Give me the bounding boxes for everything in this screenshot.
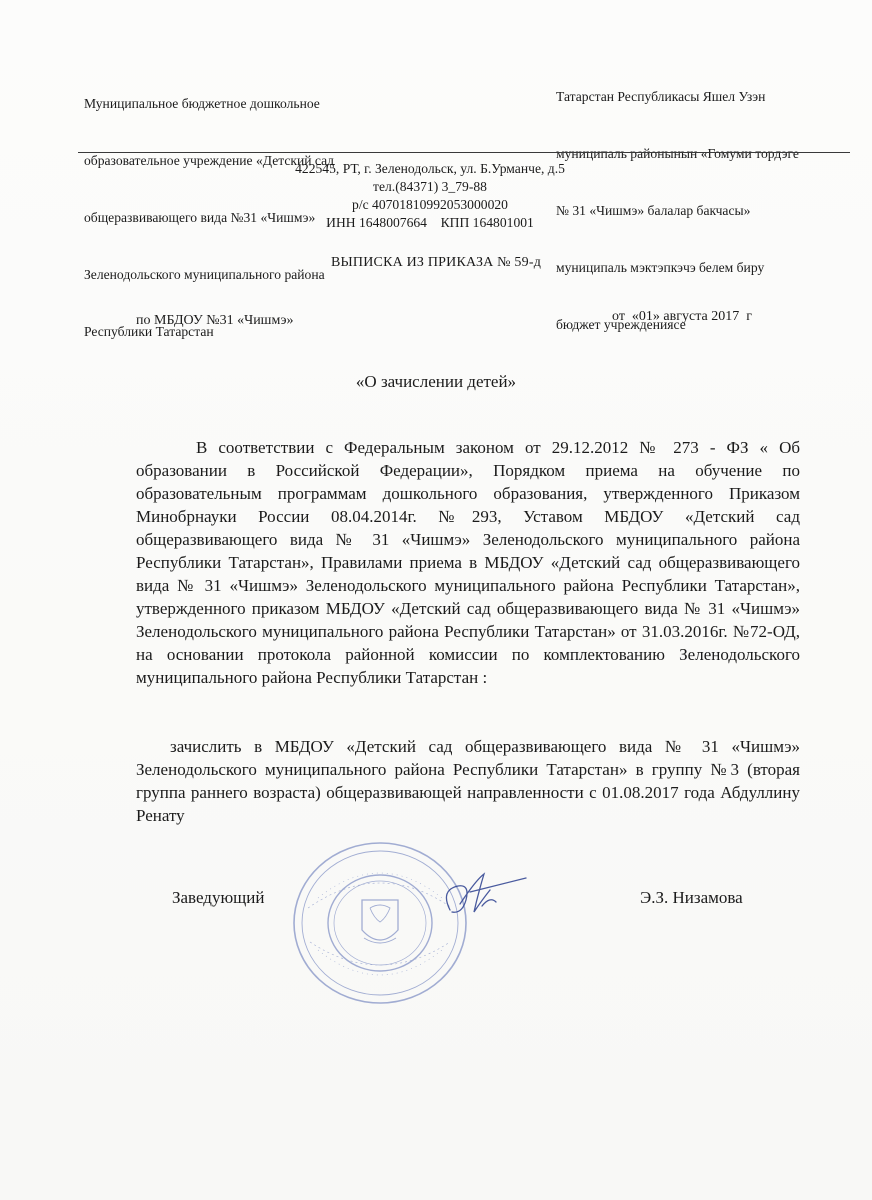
signatory-name: Э.З. Низамова xyxy=(640,888,743,907)
signatory-role: Заведующий xyxy=(172,888,265,907)
header-right-line: муниципаль мэктэпкэчэ белем биру xyxy=(556,260,765,275)
contact-block xyxy=(250,160,610,232)
address: 422545, РТ, г. Зеленодольск, ул. Б.Урманче, д.5 xyxy=(295,161,565,176)
order-subject: «О зачислении детей» xyxy=(355,372,517,391)
header-left-line: общеразвивающего вида №31 «Чишмэ» xyxy=(84,210,316,225)
header-left-line: Муниципальное бюджетное дошкольное xyxy=(84,96,320,111)
document-title: ВЫПИСКА ИЗ ПРИКАЗА № 59-д xyxy=(330,255,542,270)
header-left-line: Республики Татарстан xyxy=(84,324,214,339)
bank-account: р/с 40701810992053000020 xyxy=(352,197,508,212)
header-right-line: Татарстан Республикасы Яшел Узэн xyxy=(556,89,766,104)
handwritten-signature-icon xyxy=(430,860,550,930)
header-right-line: № 31 «Чишмэ» балалар бакчасы» xyxy=(556,203,751,218)
order-paragraph: зачислить в МБДОУ «Детский сад общеразвивающего вида № 31 «Чишмэ» Зеленодольского муниципального района Республики Татарстан» в группу №3 (вторая группа раннего возраста) общеразвивающей направленности с 01.08.2017 года Абдуллину Ренату xyxy=(136,737,800,825)
header-left-line: Зеленодольского муниципального района xyxy=(84,267,325,282)
phone: тел.(84371) 3_79-88 xyxy=(373,179,487,194)
organization-line: по МБДОУ №31 «Чишмэ» xyxy=(136,313,294,328)
header-divider xyxy=(78,152,850,153)
header-left-line: образовательное учреждение «Детский сад xyxy=(84,153,335,168)
preamble-paragraph: В соответствии с Федеральным законом от 29.12.2012 № 273 - ФЗ « Об образовании в Российской Федерации», Порядком приема на обучение по образовательным программам дошкольного образования, утвержденного Приказом Минобрнауки России 08.04.2014г. №293, Уставом МБДОУ «Детский сад общеразвивающего вида № 31 «Чишмэ» Зеленодольского муниципального района Республики Татарстан», Правилами приема в МБДОУ «Детский сад общеразвивающего вида № 31 «Чишмэ» Зеленодольского муниципального района Республики Татарстан», утвержденного приказом МБДОУ «Детский сад общеразвивающего вида № 31 «Чишмэ» Зеленодольского муниципального района Республики Татарстан» от 31.03.2016г. №72-ОД, на основании протокола районной комиссии по комплектованию Зеленодольского муниципального района Республики Татарстан : xyxy=(136,438,800,687)
header-right-line: бюджет учреждениясе xyxy=(556,317,686,332)
order-date: от «01» августа 2017 г xyxy=(612,309,752,324)
inn-kpp: ИНН 1648007664 КПП 164801001 xyxy=(326,215,534,230)
header-right-line: муниципаль районынын «Гомуми тордэге xyxy=(556,146,799,161)
